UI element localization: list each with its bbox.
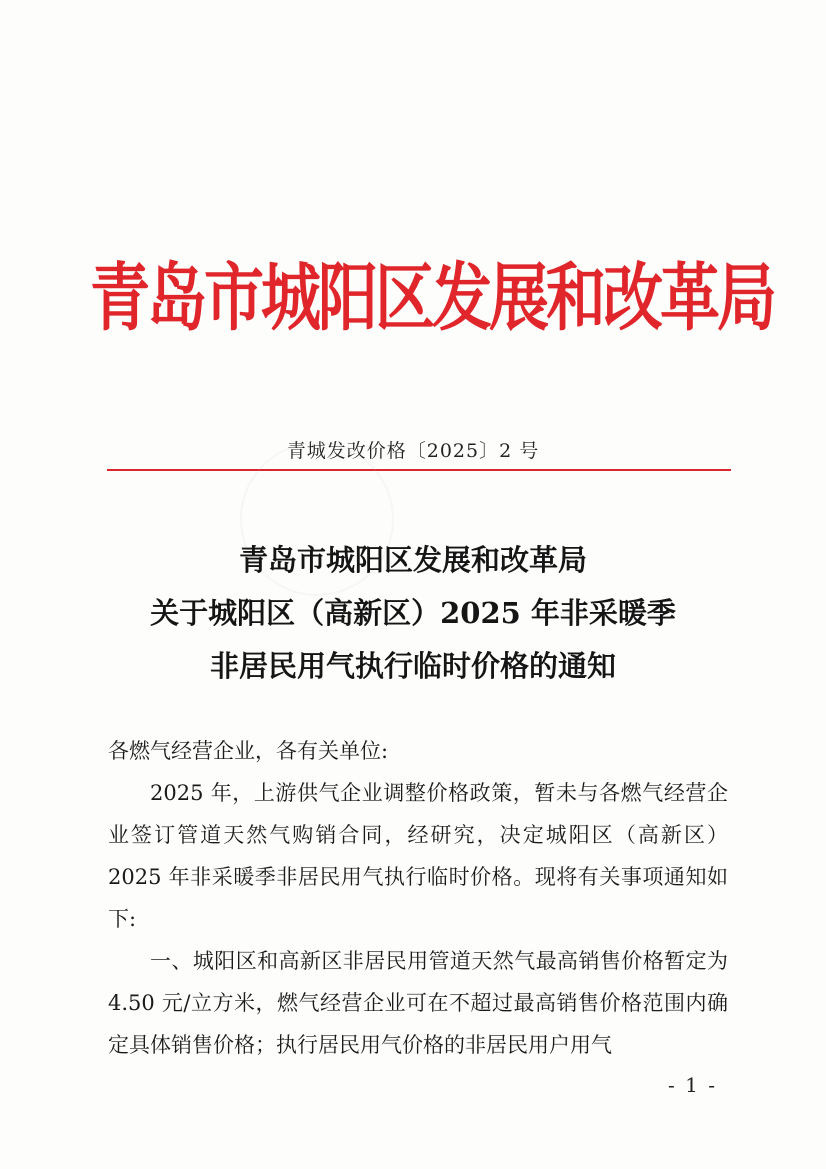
document-title	[0, 534, 826, 693]
salutation: 各燃气经营企业，各有关单位:	[108, 739, 389, 763]
red-divider-line	[107, 469, 731, 471]
document-number: 青城发改价格〔2025〕2 号	[286, 440, 540, 462]
title-line-3: 非居民用气执行临时价格的通知	[209, 649, 616, 683]
body-paragraph-2: 一、城阳区和高新区非居民用管道天然气最高销售价格暂定为 4.50 元/立方米，燃气经营企业可在不超过最高销售价格范围内确定具体销售价格；执行居民用气价格的非居民用户用气	[108, 949, 728, 1057]
document-body	[108, 730, 728, 1066]
body-paragraph-1: 2025 年，上游供气企业调整价格政策，暂未与各燃气经营企业签订管道天然气购销合同，经研究，决定城阳区（高新区）2025 年非采暖季非居民用气执行临时价格。现将有关事项通知如下:	[108, 781, 728, 931]
agency-red-header: 青岛市城阳区发展和改革局	[90, 255, 774, 342]
title-line-1: 青岛市城阳区发展和改革局	[238, 543, 587, 577]
page-number: - 1 -	[668, 1073, 717, 1097]
title-line-2: 关于城阳区（高新区）2025 年非采暖季	[150, 596, 676, 630]
